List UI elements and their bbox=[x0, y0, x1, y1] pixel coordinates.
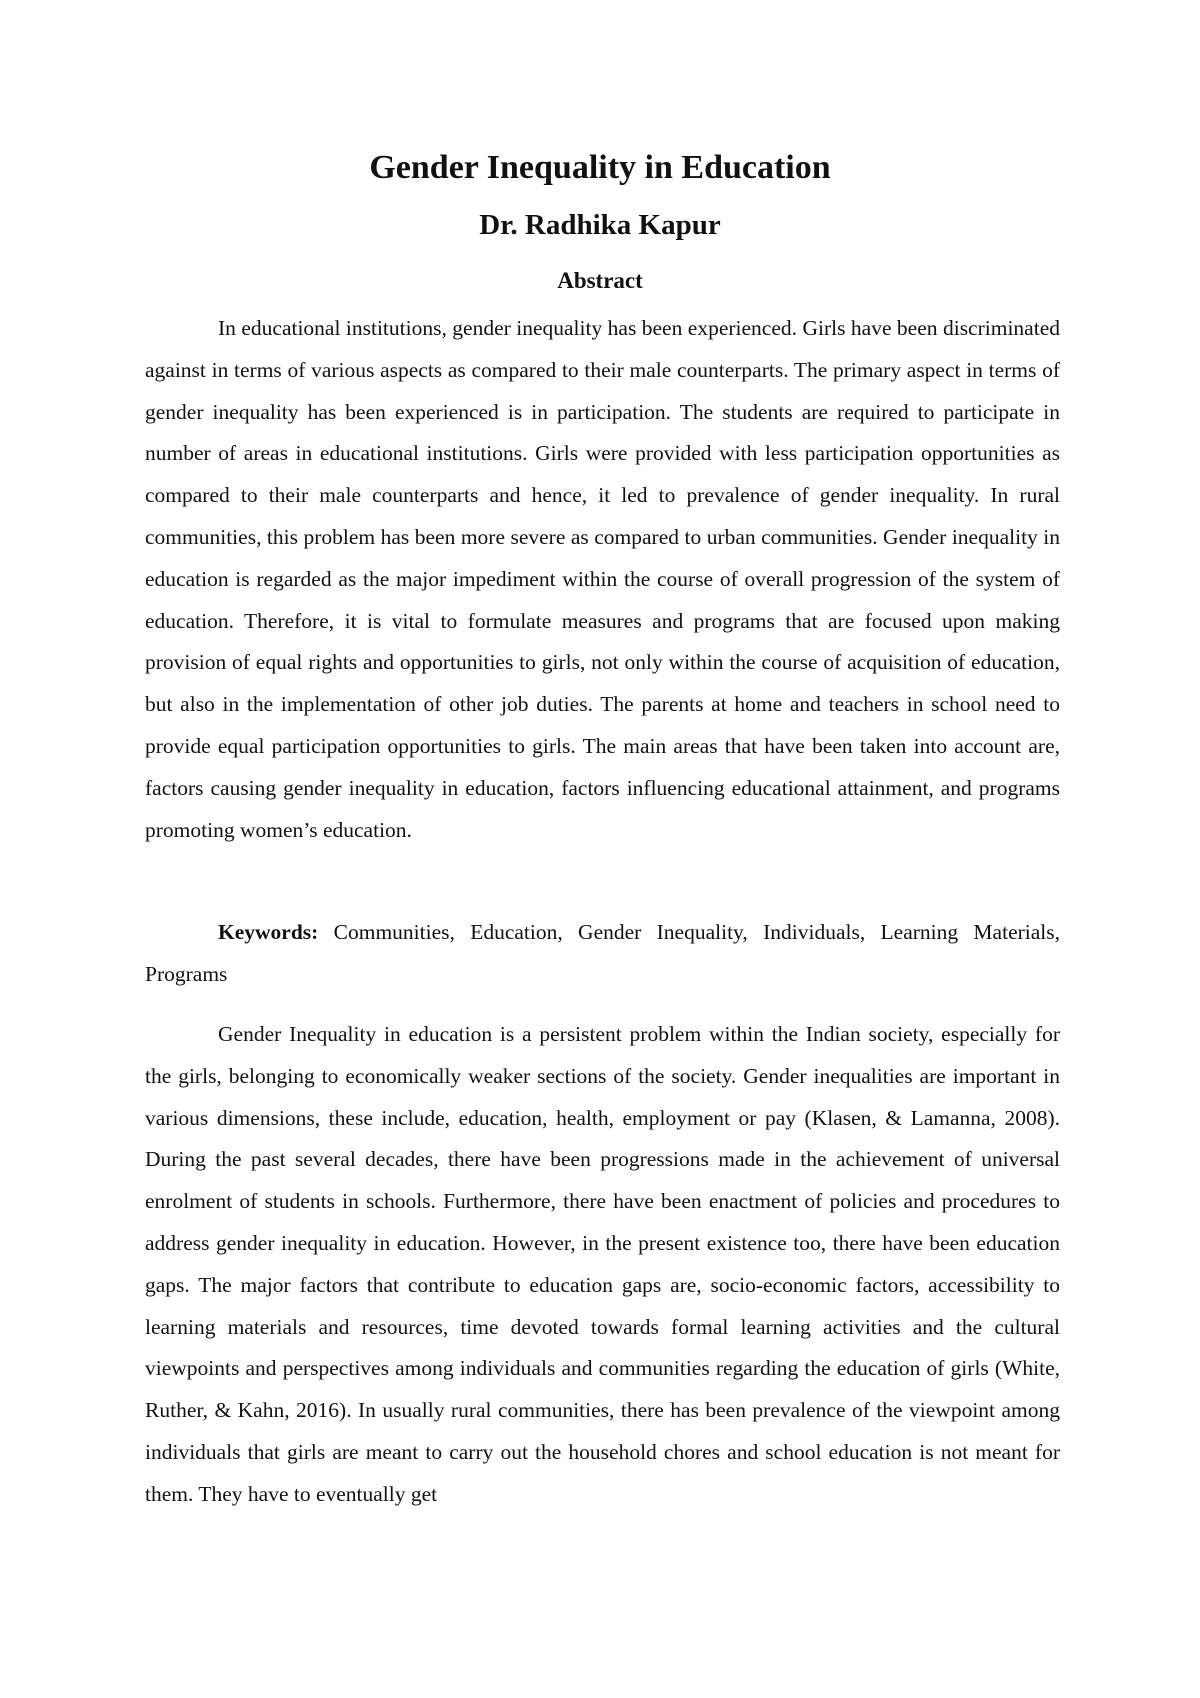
keywords-paragraph bbox=[145, 912, 1060, 996]
document-title: Gender Inequality in Education bbox=[369, 149, 831, 186]
author-name: Dr. Radhika Kapur bbox=[479, 209, 721, 241]
keywords-list: Communities, Education, Gender Inequality, Individuals, Learning Materials, Programs bbox=[145, 920, 1060, 986]
keywords-label: Keywords: bbox=[218, 920, 319, 944]
intro-paragraph: Gender Inequality in education is a persistent problem within the Indian society, especially for the girls, belonging to economically weaker sections of the society. Gender inequalities are important in various dimensions, these include, education, health, employment or pay (Klasen, & Lamanna, 2008). During the past several decades, there have been progressions made in the achievement of universal enrolment of students in schools. Furthermore, there have been enactment of policies and procedures to address gender inequality in education. However, in the present existence too, there have been education gaps. The major factors that contribute to education gaps are, socio-economic factors, accessibility to learning materials and resources, time devoted towards formal learning activities and the cultural viewpoints and perspectives among individuals and communities regarding the education of girls (White, Ruther, & Kahn, 2016). In usually rural communities, there has been prevalence of the viewpoint among individuals that girls are meant to carry out the household chores and school education is not meant for them. They have to eventually get bbox=[145, 1022, 1060, 1506]
abstract-heading: Abstract bbox=[557, 268, 643, 293]
abstract-paragraph: In educational institutions, gender inequality has been experienced. Girls have been discriminated against in terms of various aspects as compared to their male counterparts. The primary aspect in terms of gender inequality has been experienced is in participation. The students are required to participate in number of areas in educational institutions. Girls were provided with less participation opportunities as compared to their male counterparts and hence, it led to prevalence of gender inequality. In rural communities, this problem has been more severe as compared to urban communities. Gender inequality in education is regarded as the major impediment within the course of overall progression of the system of education. Therefore, it is vital to formulate measures and programs that are focused upon making provision of equal rights and opportunities to girls, not only within the course of acquisition of education, but also in the implementation of other job duties. The parents at home and teachers in school need to provide equal participation opportunities to girls. The main areas that have been taken into account are, factors causing gender inequality in education, factors influencing educational attainment, and programs promoting women’s education. bbox=[145, 316, 1060, 842]
